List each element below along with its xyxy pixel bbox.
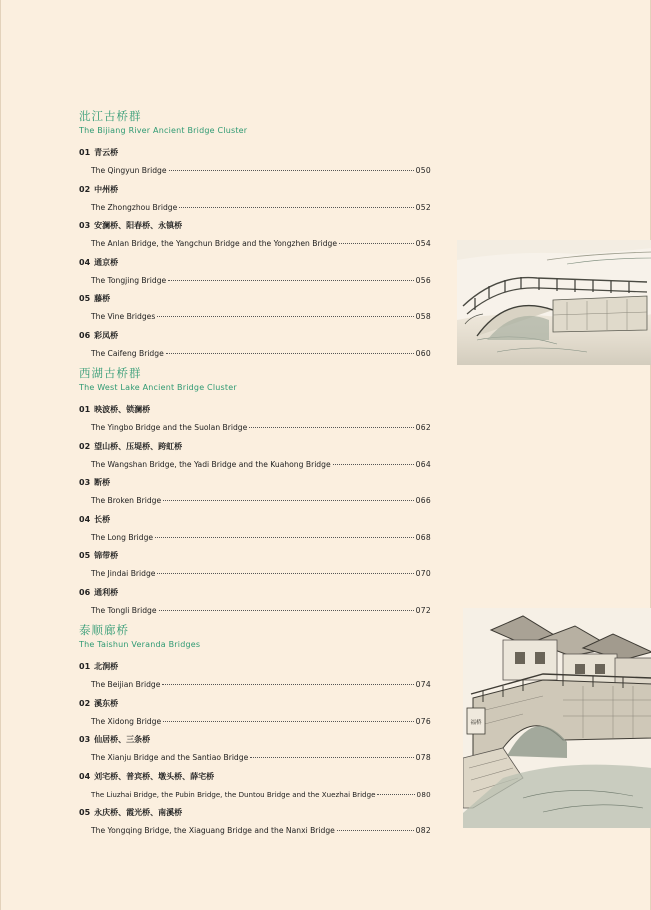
entry-chinese-title: 刘宅桥、普宾桥、墩头桥、薛宅桥 — [94, 771, 215, 781]
entry-chinese-title: 溪东桥 — [94, 698, 119, 708]
dot-leader — [166, 353, 414, 354]
entry-number: 01 — [79, 662, 91, 671]
entry-english-title: The Liuzhai Bridge, the Pubin Bridge, the Duntou Bridge and the Xuezhai Bridge — [91, 789, 376, 799]
table-of-contents — [79, 108, 431, 843]
section-taishun — [79, 622, 431, 843]
entry-chinese-title: 藤桥 — [94, 294, 111, 303]
covered-bridge-village-sketch-icon — [463, 608, 651, 828]
toc-entry[interactable] — [79, 256, 431, 293]
entry-english-title: The Xidong Bridge — [91, 716, 162, 726]
toc-entry[interactable] — [79, 440, 431, 477]
entry-page-number: 078 — [415, 753, 431, 762]
dot-leader — [169, 170, 414, 171]
dot-leader — [157, 316, 413, 317]
dot-leader — [249, 427, 413, 428]
entry-number: 02 — [79, 184, 91, 194]
entry-english-title: The Vine Bridges — [91, 312, 156, 321]
toc-entry[interactable] — [79, 219, 431, 256]
toc-entry[interactable] — [79, 476, 431, 513]
section-bijiang — [79, 108, 431, 365]
entry-page-number: 072 — [415, 605, 431, 615]
entry-number: 01 — [79, 405, 91, 414]
entry-page-number: 054 — [415, 239, 431, 248]
entry-page-number: 060 — [415, 348, 431, 358]
entry-english-title: The Yongqing Bridge, the Xiaguang Bridge and the Nanxi Bridge — [91, 826, 335, 835]
entry-english-title: The Beijian Bridge — [91, 680, 161, 689]
dot-leader — [157, 573, 413, 574]
entry-english-title: The Xianju Bridge and the Santiao Bridge — [91, 753, 249, 762]
entry-page-number: 058 — [415, 312, 431, 321]
dot-leader — [250, 757, 413, 758]
section-subtitle: The West Lake Ancient Bridge Cluster — [79, 383, 237, 392]
entry-page-number: 068 — [415, 532, 431, 542]
toc-entry[interactable] — [79, 586, 431, 623]
entry-page-number: 080 — [416, 789, 431, 799]
entry-chinese-title: 望山桥、压堤桥、跨虹桥 — [94, 441, 183, 451]
entry-page-number: 074 — [415, 680, 431, 689]
dot-leader — [162, 684, 413, 685]
entry-english-title: The Wangshan Bridge, the Yadi Bridge and the Kuahong Bridge — [91, 459, 331, 469]
toc-entry[interactable] — [79, 403, 431, 440]
section-subtitle: The Bijiang River Ancient Bridge Cluster — [79, 126, 248, 135]
entry-chinese-title: 北涧桥 — [94, 662, 119, 671]
entry-chinese-title: 彩凤桥 — [94, 330, 119, 340]
entry-number: 06 — [79, 587, 91, 597]
entry-number: 05 — [79, 551, 91, 560]
entry-english-title: The Tongjing Bridge — [91, 275, 167, 285]
toc-entry[interactable] — [79, 292, 431, 329]
entry-chinese-title: 长桥 — [94, 514, 111, 524]
entry-number: 06 — [79, 330, 91, 340]
section-west-lake — [79, 365, 431, 622]
stone-arch-bridge-sketch-icon — [457, 240, 651, 365]
entry-chinese-title: 永庆桥、霞光桥、南溪桥 — [94, 808, 183, 817]
entry-english-title: The Jindai Bridge — [91, 569, 156, 578]
entry-chinese-title: 青云桥 — [94, 148, 119, 157]
entry-page-number: 050 — [415, 166, 431, 175]
entry-number: 03 — [79, 221, 91, 230]
section-title: 泰顺廊桥 — [79, 623, 129, 637]
entry-page-number: 064 — [415, 459, 431, 469]
entry-chinese-title: 通京桥 — [94, 257, 119, 267]
entry-chinese-title: 中州桥 — [94, 184, 119, 194]
toc-entry[interactable] — [79, 770, 431, 807]
entry-number: 02 — [79, 698, 91, 708]
entry-chinese-title: 映波桥、锁澜桥 — [94, 405, 151, 414]
entry-english-title: The Long Bridge — [91, 532, 154, 542]
entry-page-number: 076 — [415, 716, 431, 726]
entry-chinese-title: 断桥 — [94, 478, 111, 487]
entry-number: 03 — [79, 735, 91, 744]
entry-number: 04 — [79, 771, 91, 781]
entry-english-title: The Broken Bridge — [91, 496, 162, 505]
entry-page-number: 062 — [415, 423, 431, 432]
toc-entry[interactable] — [79, 549, 431, 586]
toc-entry[interactable] — [79, 660, 431, 697]
toc-entry[interactable] — [79, 329, 431, 366]
dot-leader — [337, 830, 414, 831]
entry-chinese-title: 仙居桥、三条桥 — [94, 735, 151, 744]
entry-chinese-title: 通利桥 — [94, 587, 119, 597]
dot-leader — [339, 243, 414, 244]
entry-chinese-title: 锦带桥 — [94, 551, 119, 560]
dot-leader — [163, 721, 413, 722]
toc-entry[interactable] — [79, 697, 431, 734]
entry-number: 05 — [79, 808, 91, 817]
entry-english-title: The Yingbo Bridge and the Suolan Bridge — [91, 423, 248, 432]
dot-leader — [155, 537, 414, 538]
entry-page-number: 066 — [415, 496, 431, 505]
entry-number: 04 — [79, 514, 91, 524]
dot-leader — [159, 610, 414, 611]
entry-page-number: 082 — [415, 826, 431, 835]
dot-leader — [179, 207, 413, 208]
entry-page-number: 056 — [415, 275, 431, 285]
entry-page-number: 052 — [415, 202, 431, 212]
entry-english-title: The Qingyun Bridge — [91, 166, 167, 175]
entry-english-title: The Zhongzhou Bridge — [91, 202, 178, 212]
toc-entry[interactable] — [79, 146, 431, 183]
dot-leader — [163, 500, 413, 501]
entry-number: 05 — [79, 294, 91, 303]
entry-page-number: 070 — [415, 569, 431, 578]
entry-english-title: The Anlan Bridge, the Yangchun Bridge and the Yongzhen Bridge — [91, 239, 338, 248]
dot-leader — [168, 280, 413, 281]
toc-entry[interactable] — [79, 733, 431, 770]
entry-number: 02 — [79, 441, 91, 451]
section-subtitle: The Taishun Veranda Bridges — [79, 640, 201, 649]
entry-english-title: The Tongli Bridge — [91, 605, 157, 615]
entry-number: 04 — [79, 257, 91, 267]
dot-leader — [333, 464, 414, 465]
toc-entry[interactable] — [79, 513, 431, 550]
toc-entry[interactable] — [79, 183, 431, 220]
entry-english-title: The Caifeng Bridge — [91, 348, 164, 358]
section-title: 沘江古桥群 — [79, 109, 142, 123]
entry-chinese-title: 安澜桥、阳春桥、永镇桥 — [94, 221, 183, 230]
entry-number: 03 — [79, 478, 91, 487]
bridge-sign-text: 福桥 — [470, 720, 482, 726]
toc-entry[interactable] — [79, 806, 431, 843]
dot-leader — [377, 794, 414, 795]
entry-number: 01 — [79, 148, 91, 157]
section-title: 西湖古桥群 — [79, 366, 142, 380]
